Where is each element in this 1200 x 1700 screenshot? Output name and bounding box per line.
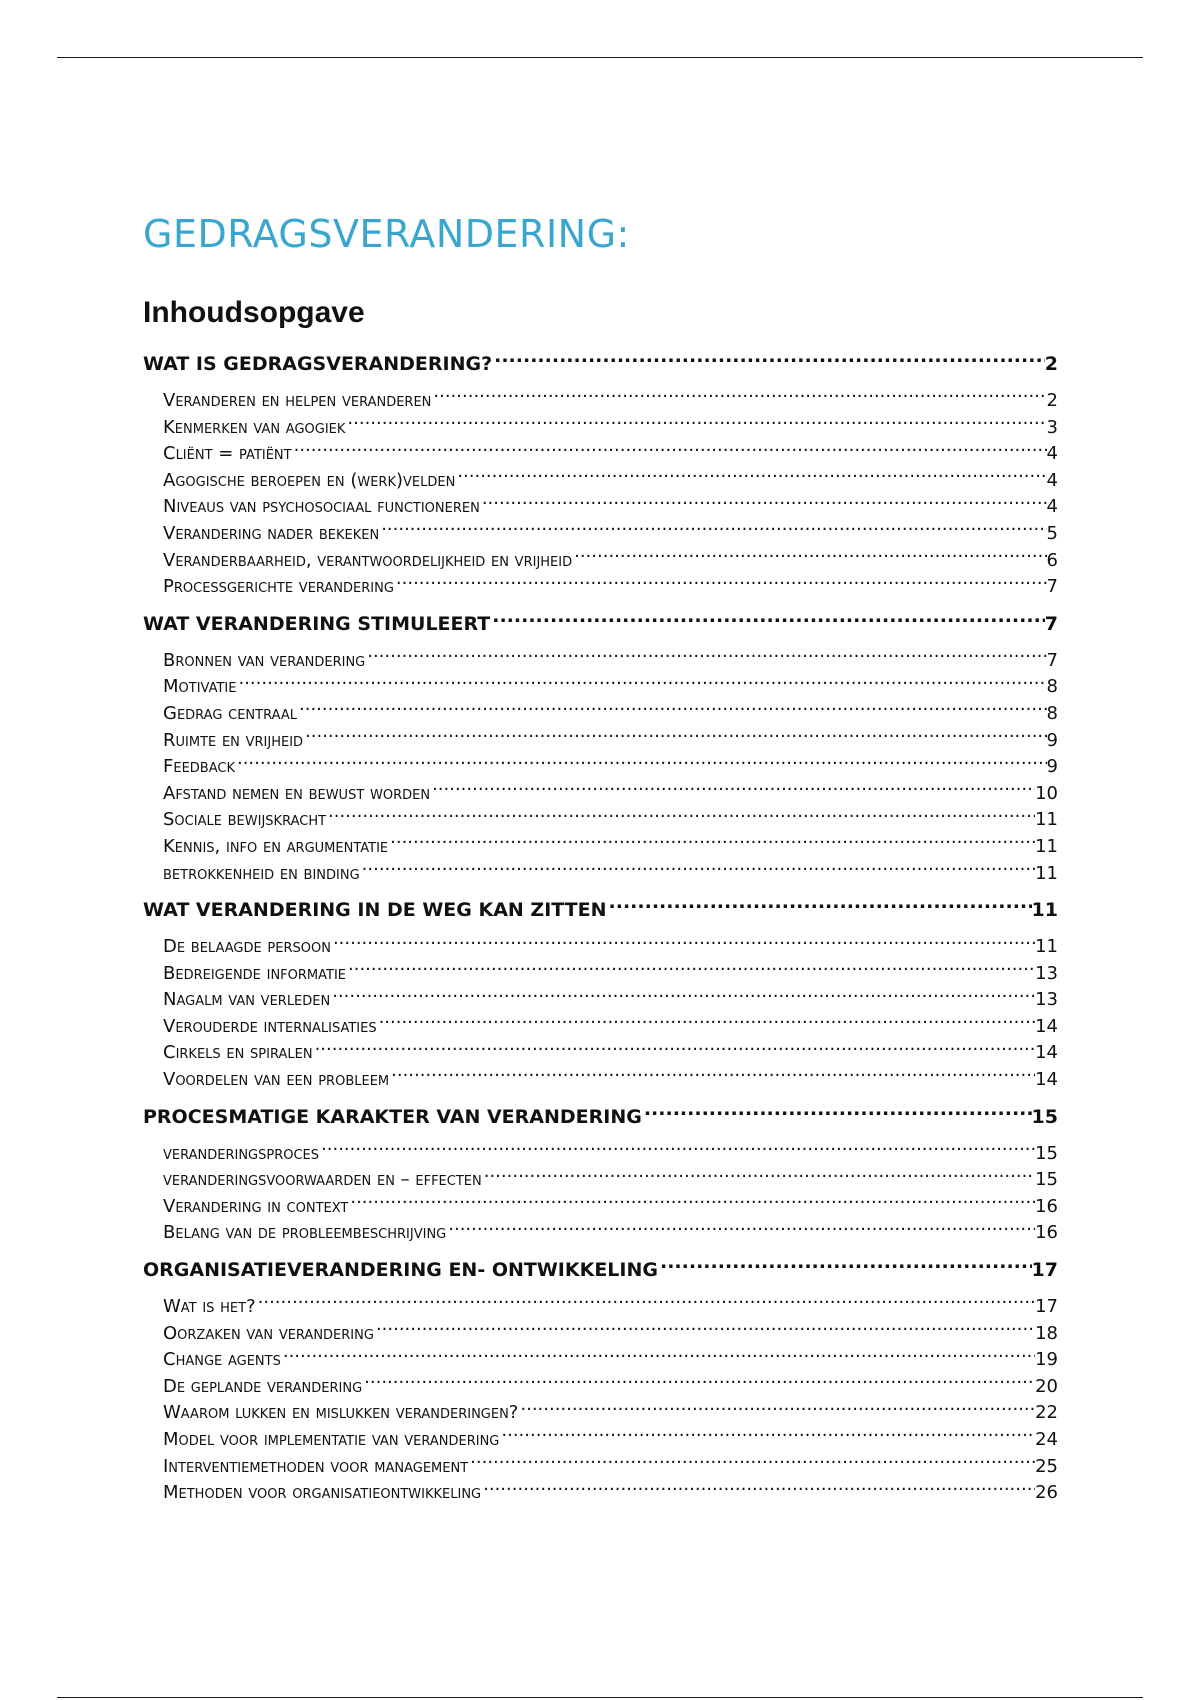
toc-subsection-entry[interactable] <box>143 415 1058 442</box>
dot-leader <box>379 521 1046 539</box>
toc-page-number: 8 <box>1046 702 1058 724</box>
toc-subsection-entry[interactable] <box>143 388 1058 415</box>
toc-chapter-label: WAT VERANDERING IN DE WEG KAN ZITTEN <box>143 899 607 922</box>
toc-subsection-label: De geplande verandering <box>163 1375 363 1397</box>
toc-subsection-entry[interactable] <box>143 1294 1058 1321</box>
toc-page-number: 25 <box>1035 1455 1058 1477</box>
toc-subsection-entry[interactable] <box>143 861 1058 888</box>
toc-subsection-label: Verandering nader bekeken <box>163 522 380 544</box>
toc-subsection-label: Change agents <box>163 1349 281 1371</box>
dot-leader <box>360 861 1035 879</box>
dot-leader <box>430 781 1035 799</box>
toc-subsection-entry[interactable] <box>143 934 1058 961</box>
dot-leader <box>365 648 1046 666</box>
toc-subsection-entry[interactable] <box>143 1400 1058 1427</box>
toc-subsection-entry[interactable] <box>143 494 1058 521</box>
toc-page-number: 9 <box>1046 729 1058 751</box>
dot-leader <box>388 834 1035 852</box>
toc-page-number: 2 <box>1044 353 1058 375</box>
toc-subsection-entry[interactable] <box>143 961 1058 988</box>
toc-subsection-entry[interactable] <box>143 1067 1058 1094</box>
toc-page-number: 5 <box>1046 522 1058 544</box>
toc-page-number: 15 <box>1035 1169 1058 1191</box>
dot-leader <box>607 897 1032 916</box>
dot-leader <box>292 441 1047 459</box>
toc-page-number: 11 <box>1035 862 1058 884</box>
toc-subsection-entry[interactable] <box>143 1141 1058 1168</box>
toc-chapter-label: WAT VERANDERING STIMULEERT <box>143 612 491 635</box>
dot-leader <box>235 754 1047 772</box>
toc-subsection-entry[interactable] <box>143 1014 1058 1041</box>
dot-leader <box>642 1104 1032 1123</box>
toc-subsection-label: veranderingsproces <box>163 1142 320 1164</box>
toc-section <box>143 1256 1058 1507</box>
toc-page-number: 11 <box>1035 809 1058 831</box>
dot-leader <box>362 1374 1035 1392</box>
toc-subsection-label: Gedrag centraal <box>163 702 297 724</box>
toc-subsection-entry[interactable] <box>143 1480 1058 1507</box>
dot-leader <box>481 1480 1035 1498</box>
footer-rule <box>57 1697 1143 1698</box>
toc-page-number: 22 <box>1035 1402 1058 1424</box>
toc-subentries <box>143 388 1058 601</box>
toc-subsection-entry[interactable] <box>143 701 1058 728</box>
toc-page-number: 9 <box>1046 756 1058 778</box>
dot-leader <box>480 494 1047 512</box>
toc-page-number: 14 <box>1035 1069 1058 1091</box>
toc-subsection-entry[interactable] <box>143 1194 1058 1221</box>
toc-subsection-label: Sociale bewijskracht <box>163 809 327 831</box>
toc-subsection-entry[interactable] <box>143 1167 1058 1194</box>
toc-subsection-entry[interactable] <box>143 574 1058 601</box>
document-title: GEDRAGSVERANDERING: <box>143 212 630 256</box>
toc-page-number: 2 <box>1046 390 1058 411</box>
toc-chapter-label: ORGANISATIEVERANDERING EN- ONTWIKKELING <box>143 1259 658 1282</box>
toc-subsection-label: veranderingsvoorwaarden en – effecten <box>163 1169 482 1191</box>
dot-leader <box>313 1040 1036 1058</box>
toc-section <box>143 610 1058 887</box>
dot-leader <box>326 807 1035 825</box>
toc-subentries <box>143 648 1058 887</box>
dot-leader <box>394 574 1047 592</box>
dot-leader <box>303 728 1047 746</box>
toc-page-number: 24 <box>1035 1429 1058 1450</box>
toc-page-number: 14 <box>1035 1042 1058 1064</box>
dot-leader <box>374 1321 1035 1339</box>
toc-subsection-label: Motivatie <box>163 676 237 698</box>
toc-page-number: 7 <box>1046 649 1058 671</box>
toc-section <box>143 350 1058 601</box>
toc-subsection-label: Voordelen van een probleem <box>163 1069 390 1091</box>
toc-page-number: 18 <box>1035 1322 1058 1344</box>
toc-subsection-label: Belang van de probleembeschrijving <box>163 1222 447 1244</box>
dot-leader <box>297 701 1047 719</box>
toc-subsection-entry[interactable] <box>143 1040 1058 1067</box>
toc-subsection-entry[interactable] <box>143 468 1058 495</box>
toc-subsection-label: Niveaus van psychosociaal functioneren <box>163 496 480 518</box>
toc-section <box>143 1103 1058 1247</box>
toc-subsection-label: Cliënt = patiënt <box>163 443 292 465</box>
dot-leader <box>281 1347 1035 1365</box>
toc-page-number: 13 <box>1035 962 1058 984</box>
toc-page-number: 3 <box>1046 416 1058 438</box>
toc-subsection-entry[interactable] <box>143 834 1058 861</box>
toc-subsection-label: Bronnen van verandering <box>163 649 366 671</box>
dot-leader <box>446 1220 1035 1238</box>
toc-subsection-label: Veranderbaarheid, verantwoordelijkheid en vrijheid <box>163 549 573 571</box>
toc-page-number: 11 <box>1031 899 1058 922</box>
dot-leader <box>389 1067 1035 1085</box>
toc-subsection-entry[interactable] <box>143 781 1058 808</box>
dot-leader <box>345 415 1046 433</box>
toc-page-number: 4 <box>1046 469 1058 491</box>
toc-subsection-label: Veranderen en helpen veranderen <box>163 390 432 411</box>
dot-leader <box>348 1194 1035 1212</box>
toc-subsection-label: Bedreigende informatie <box>163 962 347 984</box>
toc-subsection-label: Feedback <box>163 756 235 778</box>
toc-subsection-label: Methoden voor organisatieontwikkeling <box>163 1482 482 1504</box>
toc-chapter-entry[interactable] <box>143 350 1058 378</box>
toc-chapter-entry[interactable] <box>143 1256 1058 1284</box>
toc-page-number: 14 <box>1035 1015 1058 1037</box>
toc-subsection-label: Kennis, info en argumentatie <box>163 835 389 857</box>
toc-subsection-entry[interactable] <box>143 1220 1058 1247</box>
dot-leader <box>482 1167 1035 1185</box>
toc-subsection-label: Kenmerken van agogiek <box>163 416 346 438</box>
dot-leader <box>256 1294 1035 1312</box>
toc-subsection-entry[interactable] <box>143 441 1058 468</box>
toc-subsection-label: Nagalm van verleden <box>163 989 331 1011</box>
toc-subsection-label: Interventiemethoden voor management <box>163 1455 469 1477</box>
toc-subsection-entry[interactable] <box>143 1374 1058 1401</box>
toc-subsection-label: betrokkenheid en binding <box>163 862 360 884</box>
toc-subsection-label: Ruimte en vrijheid <box>163 729 304 751</box>
toc-subsection-entry[interactable] <box>143 728 1058 755</box>
toc-chapter-entry[interactable] <box>143 896 1058 924</box>
toc-page-number: 15 <box>1031 1105 1058 1128</box>
toc-chapter-entry[interactable] <box>143 1103 1058 1131</box>
toc-page-number: 15 <box>1035 1142 1058 1164</box>
dot-leader <box>658 1257 1032 1276</box>
toc-subsection-label: Verouderde internalisaties <box>163 1015 377 1037</box>
toc-chapter-entry[interactable] <box>143 610 1058 638</box>
dot-leader <box>572 548 1046 566</box>
toc-page-number: 13 <box>1035 989 1058 1011</box>
dot-leader <box>346 961 1035 979</box>
dot-leader <box>377 1014 1036 1032</box>
toc-heading: Inhoudsopgave <box>143 296 365 329</box>
toc-page-number: 4 <box>1046 443 1058 465</box>
toc-subsection-label: De belaagde persoon <box>163 936 331 958</box>
toc-subsection-label: Model voor implementatie van verandering <box>163 1429 500 1450</box>
toc-page-number: 16 <box>1035 1222 1058 1244</box>
toc-subsection-entry[interactable] <box>143 1347 1058 1374</box>
dot-leader <box>330 987 1035 1005</box>
toc-chapter-label: PROCESMATIGE KARAKTER VAN VERANDERING <box>143 1105 642 1128</box>
toc-subentries <box>143 934 1058 1094</box>
dot-leader <box>236 674 1046 692</box>
toc-subsection-entry[interactable] <box>143 1321 1058 1348</box>
toc-page-number: 6 <box>1046 549 1058 571</box>
dot-leader <box>331 934 1035 952</box>
toc-subsection-entry[interactable] <box>143 754 1058 781</box>
table-of-contents <box>143 350 1058 1516</box>
dot-leader <box>490 611 1045 630</box>
toc-subsection-entry[interactable] <box>143 807 1058 834</box>
toc-subsection-entry[interactable] <box>143 1427 1058 1454</box>
toc-subsection-label: Agogische beroepen en (werk)velden <box>163 469 456 491</box>
toc-subsection-entry[interactable] <box>143 987 1058 1014</box>
toc-subsection-entry[interactable] <box>143 521 1058 548</box>
dot-leader <box>455 468 1046 486</box>
dot-leader <box>518 1400 1035 1418</box>
dot-leader <box>468 1454 1035 1472</box>
toc-subsection-entry[interactable] <box>143 674 1058 701</box>
toc-page-number: 4 <box>1046 496 1058 518</box>
toc-subsection-label: Afstand nemen en bewust worden <box>163 782 431 804</box>
toc-page-number: 17 <box>1035 1296 1058 1318</box>
toc-page-number: 17 <box>1031 1259 1058 1282</box>
toc-subentries <box>143 1141 1058 1247</box>
toc-subentries <box>143 1294 1058 1507</box>
toc-subsection-label: Cirkels en spiralen <box>163 1042 313 1064</box>
dot-leader <box>492 351 1045 370</box>
toc-page-number: 20 <box>1035 1375 1058 1397</box>
toc-page-number: 26 <box>1035 1482 1058 1504</box>
dot-leader <box>499 1427 1035 1445</box>
toc-subsection-entry[interactable] <box>143 648 1058 675</box>
dot-leader <box>319 1141 1035 1159</box>
toc-subsection-entry[interactable] <box>143 548 1058 575</box>
toc-page-number: 8 <box>1046 676 1058 698</box>
toc-page-number: 7 <box>1044 612 1058 635</box>
dot-leader <box>431 388 1046 406</box>
toc-page-number: 11 <box>1035 835 1058 857</box>
toc-page-number: 10 <box>1035 782 1058 804</box>
toc-chapter-label: WAT IS GEDRAGSVERANDERING? <box>143 353 493 375</box>
toc-subsection-label: Processgerichte verandering <box>163 576 394 598</box>
toc-subsection-label: Oorzaken van verandering <box>163 1322 374 1344</box>
toc-subsection-label: Verandering in context <box>163 1195 349 1217</box>
toc-section <box>143 896 1058 1094</box>
toc-page-number: 19 <box>1035 1349 1058 1371</box>
toc-page-number: 7 <box>1046 576 1058 598</box>
toc-subsection-entry[interactable] <box>143 1454 1058 1481</box>
toc-page-number: 11 <box>1035 936 1058 958</box>
toc-subsection-label: Wat is het? <box>163 1296 256 1318</box>
toc-page-number: 16 <box>1035 1195 1058 1217</box>
header-rule <box>57 57 1143 58</box>
toc-subsection-label: Waarom lukken en mislukken veranderingen? <box>163 1402 519 1424</box>
